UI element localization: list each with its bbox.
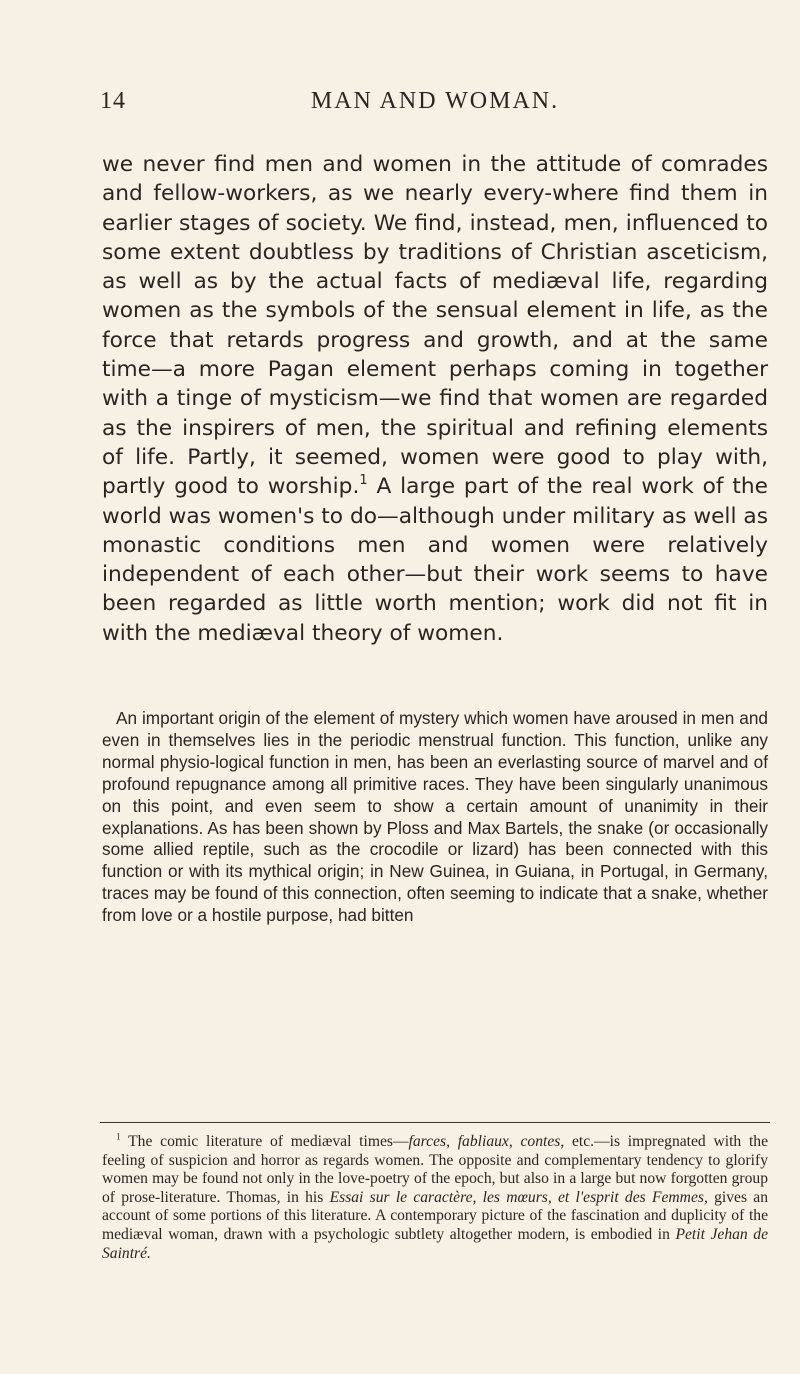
footnote-italic-3: Petit Jehan de Saintré.	[102, 1225, 768, 1262]
main-text-part-1: we never find men and women in the attitude of comrades and fellow-workers, as we nearly every-where find them in earlier stages of society. We find, instead, men, influenced to some extent doubtless by traditions of Christian asceticism, as well as by the actual facts of mediæval life, regarding women as the symbols of the sensual element in life, as the force that retards progress and growth, and at the same time—a more Pagan element perhaps coming in together with a tinge of mysticism—we find that women are regarded as the inspirers of men, the spiritual and refining elements of life. Partly, it seemed, women were good to play with, partly good to worship.	[102, 152, 768, 500]
footnote-text-1: The comic literature of mediæval times—	[120, 1133, 409, 1150]
main-text-part-2: A large part of the real work of the world was women's to do—although under military as well as monastic conditions men and women were relatively independent of each other—but their work seems to have been regarded as little worth mention; work did not fit in with the mediæval theory of women.	[102, 474, 768, 646]
footnote-divider	[100, 1122, 770, 1123]
footnote-marker: 1	[116, 1132, 121, 1143]
footnote-text-2: etc.—is impregnated with the feeling of suspicion and horror as regards women. The opposite and complementary tendency to glorify women may be found not only in the love-poetry of the epoch, but also in a large but now forgotten group of prose-literature. Thomas, in his	[102, 1133, 769, 1206]
running-head-title: MAN AND WOMAN.	[310, 88, 560, 114]
footnote	[102, 1133, 768, 1263]
footnote-italic-2: Essai sur le caractère, les mœurs, et l'esprit des Femmes,	[329, 1188, 708, 1206]
footnote-text-3: gives an account of some portions of this literature. A contemporary picture of the fascination and duplicity of the mediæval woman, drawn with a psychologic subtlety altogether modern, is embodied in	[102, 1188, 768, 1243]
small-print-block	[102, 708, 768, 927]
footnote-paragraph	[102, 1133, 768, 1263]
footnote-reference: 1	[359, 473, 368, 489]
footnote-italic-1: farces, fabliaux, contes,	[408, 1133, 565, 1150]
main-paragraph	[102, 150, 768, 648]
main-text-block	[102, 150, 768, 648]
running-head	[100, 88, 770, 124]
small-print-paragraph: An important origin of the element of mystery which women have aroused in men and even in themselves lies in the periodic menstrual function. This function, unlike any normal physio-logical function in men, has been an everlasting source of marvel and of profound repugnance among all primitive races. They have been singularly unanimous on this point, and even seem to show a certain amount of unanimity in their explanations. As has been shown by Ploss and Max Bartels, the snake (or occasionally some allied reptile, such as the crocodile or lizard) has been connected with this function or with its mythical origin; in New Guinea, in Guiana, in Portugal, in Germany, traces may be found of this connection, often seeming to indicate that a snake, whether from love or a hostile purpose, had bitten	[102, 708, 768, 926]
page-number: 14	[100, 88, 126, 114]
